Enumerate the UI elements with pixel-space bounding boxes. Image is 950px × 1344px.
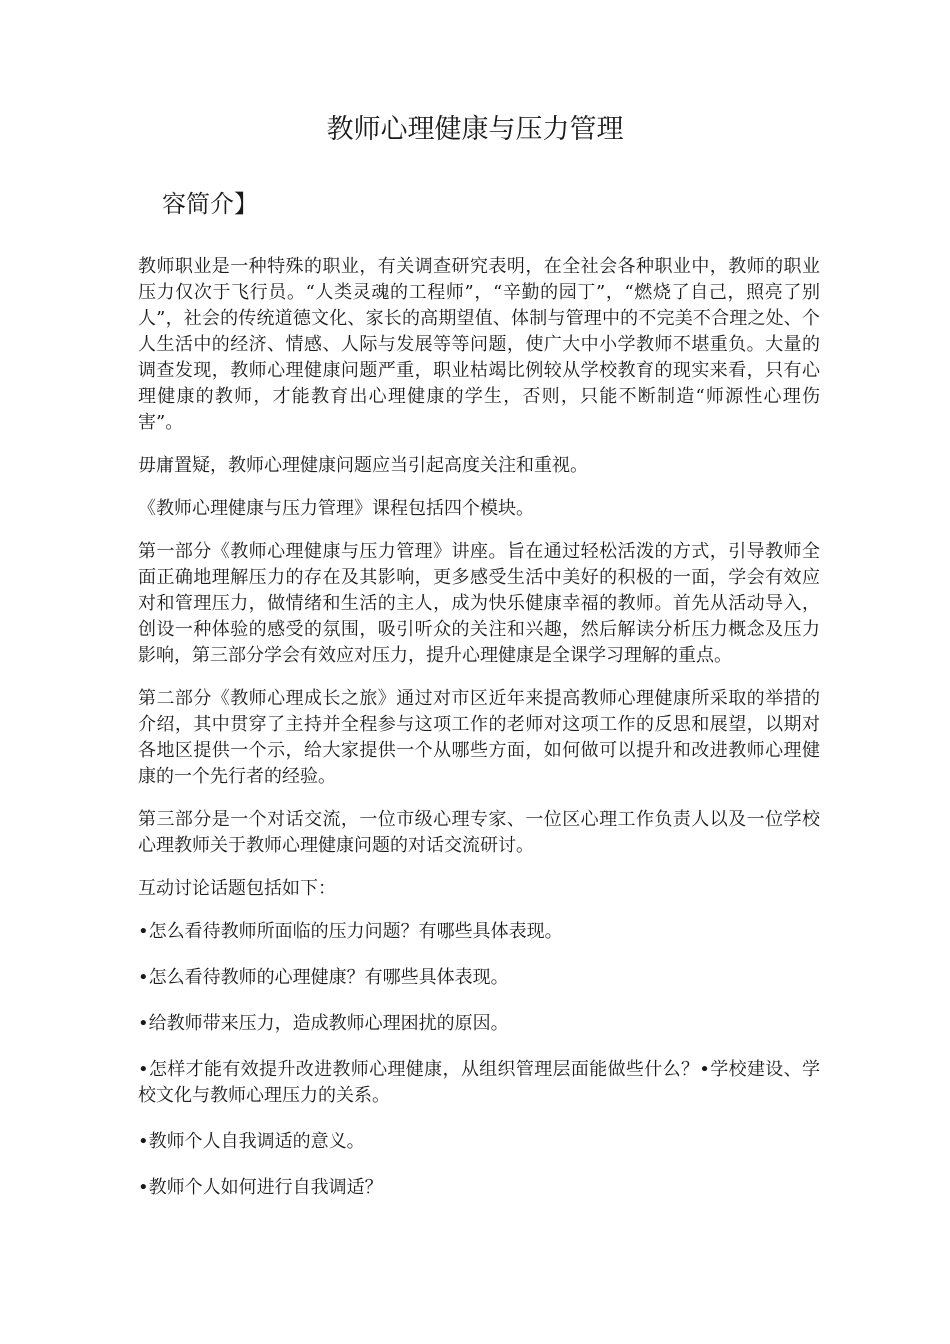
list-item: •给教师带来压力，造成教师心理困扰的原因。 xyxy=(138,1013,509,1034)
paragraph-emphasis: 毋庸置疑，教师心理健康问题应当引起高度关注和重视。 xyxy=(138,455,588,476)
list-item: •教师个人如何进行自我调适？ xyxy=(138,1177,383,1198)
paragraph-part-one: 第一部分《教师心理健康与压力管理》讲座。旨在通过轻松活泼的方式，引导教师全面正确地理解压力的存在及其影响，更多感受生活中美好的积极的一面，学会有效应对和管理压力，做情绪和生活的主人，成为快乐健康幸福的教师。首先从活动导入，创设一种体验的感受的氛围，吸引听众的关注和兴趣，然后解读分析压力概念及压力影响，第三部分学会有效应对压力，提升心理健康是全课学习理解的重点。 xyxy=(138,541,820,666)
paragraph-intro: 教师职业是一种特殊的职业，有关调查研究表明，在全社会各种职业中，教师的职业压力仅次于飞行员。“人类灵魂的工程师”，“辛勤的园丁”，“燃烧了自己，照亮了别人”，社会的传统道德文化、家长的高期望值、体制与管理中的不完美不合理之处、个人生活中的经济、情感、人际与发展等等问题，使广大中小学教师不堪重负。大量的调查发现，教师心理健康问题严重，职业枯竭比例较从学校教育的现实来看，只有心理健康的教师，才能教育出心理健康的学生，否则，只能不断制造“师源性心理伤害”。 xyxy=(138,256,820,433)
document-title: 教师心理健康与压力管理 xyxy=(326,114,624,145)
list-item: •怎样才能有效提升改进教师心理健康，从组织管理层面能做些什么？•学校建设、学校文化与教师心理压力的关系。 xyxy=(138,1059,820,1106)
document-body xyxy=(138,254,820,1221)
paragraph-course-modules: 《教师心理健康与压力管理》课程包括四个模块。 xyxy=(138,498,534,519)
section-heading: 容简介】 xyxy=(162,190,258,218)
list-item: •怎么看待教师所面临的压力问题？有哪些具体表现。 xyxy=(138,921,563,942)
list-item: •教师个人自我调适的意义。 xyxy=(138,1131,365,1152)
paragraph-discussion-intro: 互动讨论话题包括如下： xyxy=(138,878,336,899)
paragraph-part-two: 第二部分《教师心理成长之旅》通过对市区近年来提高教师心理健康所采取的举措的介绍，其中贯穿了主持并全程参与这项工作的老师对这项工作的反思和展望，以期对各地区提供一个示，给大家提供一个从哪些方面，如何做可以提升和改进教师心理健康的一个先行者的经验。 xyxy=(138,688,820,787)
paragraph-part-three: 第三部分是一个对话交流，一位市级心理专家、一位区心理工作负责人以及一位学校心理教师关于教师心理健康问题的对话交流研讨。 xyxy=(138,809,820,856)
list-item: •怎么看待教师的心理健康？有哪些具体表现。 xyxy=(138,967,509,988)
